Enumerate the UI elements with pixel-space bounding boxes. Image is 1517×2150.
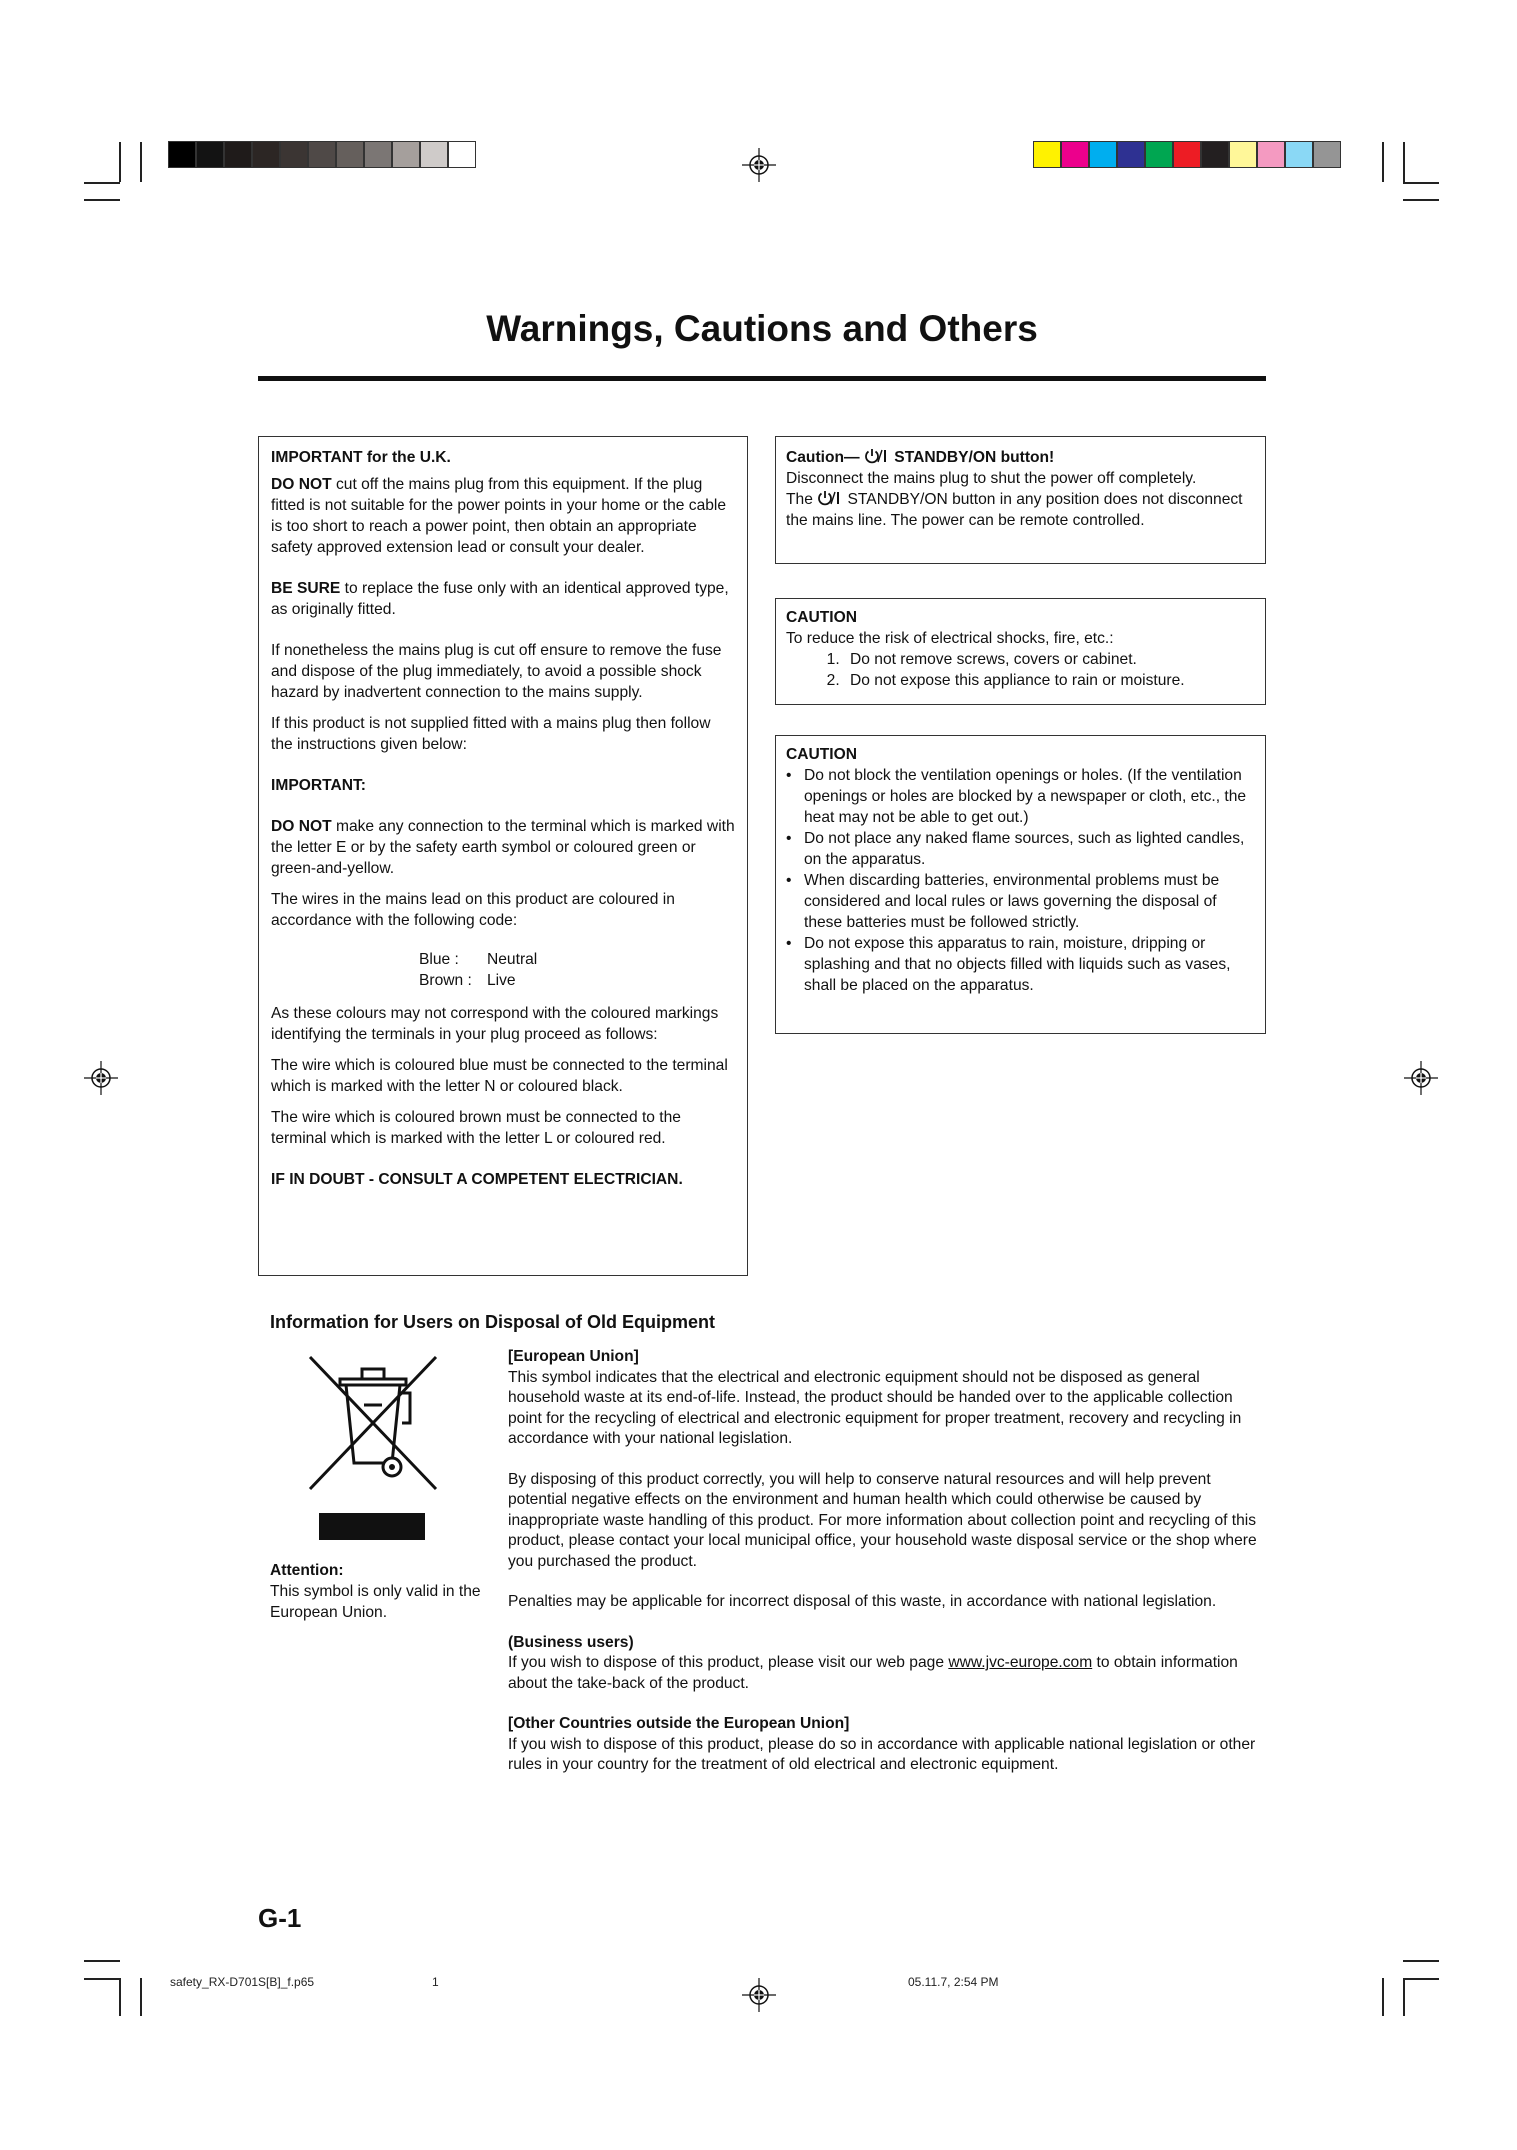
color-swatch bbox=[196, 141, 224, 168]
caution-list bbox=[786, 765, 1253, 996]
standby-line: Disconnect the mains plug to shut the power off completely. bbox=[786, 470, 1197, 487]
standby-heading: Caution— STANDBY/ON button! bbox=[786, 449, 1055, 466]
color-bar bbox=[1033, 141, 1341, 170]
color-swatch bbox=[448, 141, 476, 168]
color-swatch bbox=[1117, 141, 1145, 168]
caution-box-shock bbox=[775, 598, 1266, 705]
crop-mark bbox=[140, 142, 142, 182]
crop-mark bbox=[1403, 142, 1405, 182]
color-swatch bbox=[280, 141, 308, 168]
footer-filename: safety_RX-D701S[B]_f.p65 bbox=[170, 1975, 315, 1989]
color-swatch bbox=[1145, 141, 1173, 168]
caution-heading: CAUTION bbox=[786, 746, 858, 763]
crop-mark bbox=[119, 142, 121, 182]
crop-mark bbox=[84, 1978, 120, 1980]
eu-paragraph: Penalties may be applicable for incorrect disposal of this waste, in accordance with national legislation. bbox=[508, 1593, 1217, 1610]
power-standby-icon bbox=[817, 490, 843, 506]
crop-mark bbox=[140, 1978, 142, 2016]
list-item: • When discarding batteries, environmental problems must be considered and local rules or laws governing the disposal of these batteries must be followed strictly. bbox=[804, 870, 1253, 933]
uk-paragraph: The wire which is coloured blue must be connected to the terminal which is marked with the letter N or coloured black. bbox=[271, 1057, 728, 1095]
wire-colour-table bbox=[419, 949, 537, 991]
color-swatch bbox=[420, 141, 448, 168]
crop-mark bbox=[84, 199, 120, 201]
caution-box-ventilation bbox=[775, 735, 1266, 1034]
registration-mark-icon bbox=[1404, 1061, 1438, 1095]
crop-mark bbox=[84, 182, 120, 184]
eu-heading: [European Union] bbox=[508, 1348, 639, 1365]
uk-doubt-warning: IF IN DOUBT - CONSULT A COMPETENT ELECTRICIAN. bbox=[271, 1171, 683, 1188]
crop-mark bbox=[1403, 1960, 1439, 1962]
registration-mark-icon bbox=[742, 148, 776, 182]
table-row: Brown : Live bbox=[419, 972, 516, 989]
eu-paragraph: This symbol indicates that the electrical and electronic equipment should not be disposed as general household waste at its end-of-life. Instead, the product should be handed over to the applicable collection point for the recycling of electrical and electronic equipment for proper treatment, recovery and recycling in accordance with your national legislation. bbox=[508, 1368, 1242, 1447]
bin-underbar bbox=[319, 1513, 425, 1540]
page-number: G-1 bbox=[258, 1903, 302, 1933]
other-countries-paragraph: If you wish to dispose of this product, please do so in accordance with applicable national legislation or other rules in your country for the treatment of old electrical and electronic equipment. bbox=[508, 1735, 1256, 1773]
uk-paragraph: BE SURE to replace the fuse only with an identical approved type, as originally fitted. bbox=[271, 580, 729, 618]
disposal-section-title: Information for Users on Disposal of Old Equipment bbox=[270, 1312, 716, 1332]
list-item: 2. Do not expose this appliance to rain or moisture. bbox=[844, 670, 1255, 691]
color-swatch bbox=[168, 141, 196, 168]
standby-caution-box bbox=[775, 436, 1266, 564]
uk-paragraph: DO NOT make any connection to the terminal which is marked with the letter E or by the safety earth symbol or coloured green or green-and-yellow. bbox=[271, 818, 735, 877]
color-swatch bbox=[392, 141, 420, 168]
color-swatch bbox=[1061, 141, 1089, 168]
caution-intro: To reduce the risk of electrical shocks, fire, etc.: bbox=[786, 630, 1114, 647]
standby-line: The STANDBY/ON button in any position does not disconnect the mains line. The power can be remote controlled. bbox=[786, 491, 1243, 529]
color-swatch bbox=[252, 141, 280, 168]
color-swatch bbox=[1285, 141, 1313, 168]
page-title: Warnings, Cautions and Others bbox=[486, 308, 1038, 349]
color-swatch bbox=[1033, 141, 1061, 168]
footer-page: 1 bbox=[432, 1975, 439, 1989]
footer-date: 05.11.7, 2:54 PM bbox=[908, 1975, 999, 1989]
list-item: • Do not expose this apparatus to rain, moisture, dripping or splashing and that no objects filled with liquids such as vases, shall be placed on the apparatus. bbox=[804, 933, 1253, 996]
color-swatch bbox=[1313, 141, 1341, 168]
crop-mark bbox=[84, 1960, 120, 1962]
color-swatch bbox=[224, 141, 252, 168]
crop-mark bbox=[1403, 199, 1439, 201]
color-swatch bbox=[1173, 141, 1201, 168]
uk-important-box bbox=[258, 436, 748, 1276]
crop-mark bbox=[119, 1978, 121, 2016]
color-swatch bbox=[336, 141, 364, 168]
list-item: • Do not block the ventilation openings or holes. (If the ventilation openings or holes are blocked by a newspaper or cloth, etc., the heat may not be able to get out.) bbox=[804, 765, 1253, 828]
crop-mark bbox=[1403, 182, 1439, 184]
registration-mark-icon bbox=[742, 1978, 776, 2012]
uk-paragraph: If nonetheless the mains plug is cut off ensure to remove the fuse and dispose of the plug immediately, to avoid a possible shock hazard by inadvertent connection to the mains supply. bbox=[271, 642, 722, 701]
uk-paragraph: The wires in the mains lead on this product are coloured in accordance with the following code: bbox=[271, 891, 675, 929]
power-standby-icon bbox=[864, 448, 890, 464]
caution-heading: CAUTION bbox=[786, 609, 858, 626]
uk-heading: IMPORTANT for the U.K. bbox=[271, 449, 451, 466]
color-swatch bbox=[1229, 141, 1257, 168]
uk-paragraph: If this product is not supplied fitted with a mains plug then follow the instructions given below: bbox=[271, 715, 711, 753]
color-swatch bbox=[308, 141, 336, 168]
color-swatch bbox=[1257, 141, 1285, 168]
uk-paragraph: As these colours may not correspond with the coloured markings identifying the terminals in your plug proceed as follows: bbox=[271, 1005, 719, 1043]
other-countries-heading: [Other Countries outside the European Union] bbox=[508, 1715, 850, 1732]
uk-paragraph: DO NOT cut off the mains plug from this equipment. If the plug fitted is not suitable for the power points in your home or the cable is too short to reach a power point, then obtain an appropriate safety approved extension lead or consult your dealer. bbox=[271, 476, 727, 556]
table-row: Blue : Neutral bbox=[419, 951, 538, 968]
color-swatch bbox=[1089, 141, 1117, 168]
title-rule bbox=[258, 376, 1266, 381]
list-item: • Do not place any naked flame sources, such as lighted candles, on the apparatus. bbox=[804, 828, 1253, 870]
color-swatch bbox=[364, 141, 392, 168]
color-swatch bbox=[1201, 141, 1229, 168]
uk-paragraph: The wire which is coloured brown must be connected to the terminal which is marked with the letter L or coloured red. bbox=[271, 1109, 681, 1147]
business-paragraph: If you wish to dispose of this product, please visit our web page www.jvc-europe.com to obtain information about the take-back of the product. bbox=[508, 1654, 1238, 1692]
business-heading: (Business users) bbox=[508, 1633, 634, 1651]
list-item: 1. Do not remove screws, covers or cabinet. bbox=[844, 649, 1255, 670]
disposal-text bbox=[508, 1347, 1263, 1776]
crop-mark bbox=[1403, 1978, 1405, 2016]
attention-note: Attention: This symbol is only valid in the European Union. bbox=[270, 1562, 481, 1621]
crop-mark bbox=[1382, 1978, 1384, 2016]
eu-paragraph: By disposing of this product correctly, you will help to conserve natural resources and will help prevent potential negative effects on the environment and human health which could otherwise be caused by inappropriate waste handling of this product. For more information about collection point and recycling of this product, please contact your local municipal office, your household waste disposal service or the shop where you purchased the product. bbox=[508, 1470, 1257, 1570]
registration-mark-icon bbox=[84, 1061, 118, 1095]
crop-mark bbox=[1382, 142, 1384, 182]
jvc-europe-link[interactable]: www.jvc-europe.com bbox=[948, 1654, 1093, 1671]
grayscale-bar bbox=[168, 141, 476, 170]
uk-important-label: IMPORTANT: bbox=[271, 777, 366, 794]
crop-mark bbox=[1403, 1978, 1439, 1980]
caution-list bbox=[786, 649, 1255, 691]
crossed-bin-icon bbox=[306, 1353, 441, 1493]
